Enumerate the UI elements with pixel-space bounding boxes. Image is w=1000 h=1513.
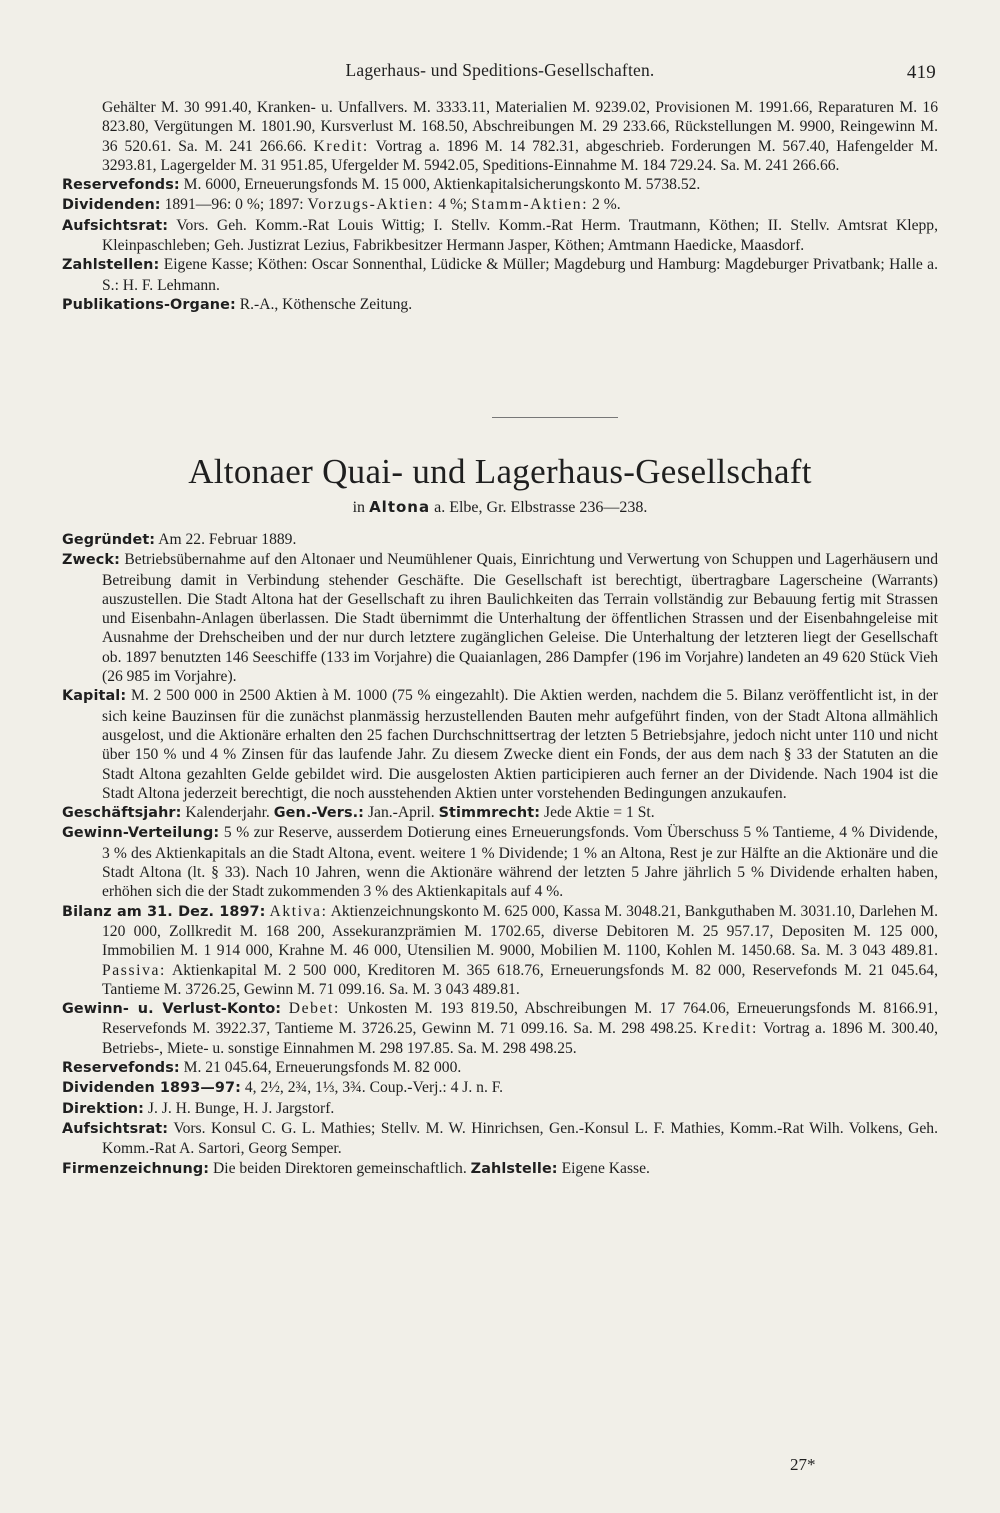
previous-company-block	[62, 98, 938, 315]
gewinnverteilung-paragraph: Gewinn-Verteilung: 5 % zur Reserve, ausserdem Dotierung eines Erneuerungsfonds. Vom Überschuss 5 % Tantieme, 4 % Dividende, 3 % des Aktienkapitals an die Stadt Altona, event. weitere 1 % Dividende; 1 % an Altona, Rest je zur Hälfte an die Aktionäre und die Stadt Altona (lt. § 33). Nach 10 Jahren, wenn die Aktionäre während der letzten 5 Jahre jährlich 5 % Dividende erhalten haben, erhöhen sich die der Stadt zukommenden 3 % des Aktienkapitals auf 4 %.	[62, 824, 939, 901]
bilanz-paragraph: Bilanz am 31. Dez. 1897: Aktiva: Aktienzeichnungskonto M. 625 000, Kassa M. 3048.21, Bankguthaben M. 3031.10, Darlehen M. 120 000, Zollkredit M. 168 200, Assekuranzprämien M. 1702.65, diverse Debitoren M. 25 957.17, Depositen M. 125 000, Immobilien M. 1 914 000, Krahne M. 46 000, Utensilien M. 9000, Mobilien M. 1100, Kohlen M. 1450.68. Sa. M. 3 043 489.81. Passiva: Aktienkapital M. 2 500 000, Kreditoren M. 365 618.76, Erneuerungsfonds M. 82 000, Reservefonds M. 21 045.64, Tantieme M. 3726.25, Gewinn M. 71 099.16. Sa. M. 3 043 489.81.	[62, 902, 938, 998]
publikation-paragraph: Publikations-Organe: R.-A., Köthensche Zeitung.	[62, 295, 413, 313]
geschaeftsjahr-paragraph: Geschäftsjahr: Kalenderjahr. Gen.-Vers.: Jan.-April. Stimmrecht: Jede Aktie = 1 St.	[62, 804, 655, 822]
company-details	[62, 530, 938, 1179]
running-title: Lagerhaus- und Speditions-Gesellschaften.	[345, 60, 655, 80]
company-city: Altona	[369, 498, 431, 516]
company-title: Altonaer Quai- und Lagerhaus-Gesellschaft	[188, 452, 812, 491]
gegruendet-paragraph: Gegründet: Am 22. Februar 1889.	[62, 531, 297, 548]
firmenzeichnung-paragraph: Firmenzeichnung: Die beiden Direktoren gemeinschaftlich. Zahlstelle: Eigene Kasse.	[62, 1159, 650, 1177]
gehaelter-paragraph: Gehälter M. 30 991.40, Kranken- u. Unfallvers. M. 3333.11, Materialien M. 9239.02, Provisionen M. 1991.66, Reparaturen M. 16 823.80, Vergütungen M. 1801.90, Kursverlust M. 168.50, Abschreibungen M. 29 233.66, Rückstellungen M. 9900, Reingewinn M. 36 520.61. Sa. M. 241 266.66. Kredit: Vortrag a. 1896 M. 14 782.31, abgeschrieb. Forderungen M. 567.40, Hafengelder M. 3293.81, Lagergelder M. 31 951.85, Ufergelder M. 5942.05, Speditions-Einnahme M. 184 729.24. Sa. M. 241 266.66.	[102, 99, 938, 174]
aufsichtsrat-paragraph-2: Aufsichtsrat: Vors. Konsul C. G. L. Mathies; Stellv. M. W. Hinrichsen, Gen.-Konsul L. F. Mathies, Komm.-Rat Wilh. Volkens, Geh. Komm.-Rat A. Sartori, Georg Semper.	[62, 1119, 938, 1158]
guv-paragraph: Gewinn- u. Verlust-Konto: Debet: Unkosten M. 193 819.50, Abschreibungen M. 17 764.06, Erneuerungsfonds M. 8166.91, Reservefonds M. 3922.37, Tantieme M. 3726.25, Gewinn M. 71 099.16. Sa. M. 298 498.25. Kredit: Vortrag a. 1896 M. 300.40, Betriebs-, Miete- u. sonstige Einnahmen M. 298 197.85. Sa. M. 298 498.25.	[62, 1000, 938, 1057]
reservefonds-paragraph-2: Reservefonds: M. 21 045.64, Erneuerungsfonds M. 82 000.	[62, 1059, 462, 1077]
signature-mark: 27*	[790, 1455, 816, 1474]
running-header	[62, 60, 938, 82]
dividenden-paragraph: Dividenden: 1891—96: 0 %; 1897: Vorzugs-Aktien: 4 %; Stamm-Aktien: 2 %.	[62, 196, 621, 214]
aufsichtsrat-paragraph: Aufsichtsrat: Vors. Geh. Komm.-Rat Louis Wittig; I. Stellv. Komm.-Rat Herm. Trautmann, Köthen; II. Stellv. Amtsrat Klepp, Kleinpaschleben; Geh. Justizrat Lezius, Fabrikbesitzer Hermann Jasper, Köthen; Amtmann Haedicke, Maasdorf.	[62, 216, 938, 255]
dividenden-paragraph-2: Dividenden 1893—97: 4, 2½, 2¾, 1⅓, 3¾. Coup.-Verj.: 4 J. n. F.	[62, 1079, 504, 1097]
company-address: in Altona a. Elbe, Gr. Elbstrasse 236—238.	[352, 498, 648, 516]
direktion-paragraph: Direktion: J. J. H. Bunge, H. J. Jargstorf.	[62, 1099, 335, 1117]
kapital-paragraph: Kapital: M. 2 500 000 in 2500 Aktien à M. 1000 (75 % eingezahlt). Die Aktien werden, nachdem die 5. Bilanz veröffentlicht ist, in der sich keine Bauzinsen für die zunächst planmässig herzustellenden Bauten mehr aufgeführt finden, von der Stadt Altona allmählich ausgelost, und die Aktionäre erhalten den 25 fachen Durchschnittsertrag der letzten 5 Betriebsjahre, jedoch nicht unter 110 und nicht über 150 % und 4 % Zinsen für das laufende Jahr. Zu diesem Zwecke dient ein Fonds, der aus dem nach § 33 der Statuten an die Stadt Altona gezahlten Gelde gebildet wird. Die ausgelosten Aktien participieren auch ferner an der Dividende. Nach 1904 ist die Stadt Altona jederzeit berechtigt, die noch ausstehenden Aktien unter vorstehenden Bedingungen anzukaufen.	[62, 687, 939, 802]
section-divider	[492, 417, 618, 418]
page-number: 419	[906, 62, 936, 83]
zweck-paragraph: Zweck: Betriebsübernahme auf den Altonaer und Neumühlener Quais, Einrichtung und Verwertung von Schuppen und Lagerhäusern und Betreibung damit in Verbindung stehender Geschäfte. Die Gesellschaft ist berechtigt, übertragbare Lagerscheine (Warrants) auszustellen. Die Stadt Altona hat der Gesellschaft zu ihren Baulichkeiten das Terrain vollständig zur Bebauung fertig mit Strassen und Eisenbahn-Anlagen überlassen. Die Stadt übernimmt die Unterhaltung der öffentlichen Strassen und der Eisenbahngeleise mit Ausnahme der Drehscheiben und der nur durch letztere zugänglichen Geleise. Die Unterhaltung der letzteren liegt der Gesellschaft ob. 1897 benutzten 146 Seeschiffe (133 im Vorjahre) die Quaianlagen, 286 Dampfer (196 im Vorjahre) landeten an 49 620 Stück Vieh (26 985 im Vorjahre).	[62, 551, 938, 686]
zahlstellen-paragraph: Zahlstellen: Eigene Kasse; Köthen: Oscar Sonnenthal, Lüdicke & Müller; Magdeburg und Hamburg: Magdeburger Privatbank; Halle a. S.: H. F. Lehmann.	[62, 256, 938, 294]
reservefonds-paragraph: Reservefonds: M. 6000, Erneuerungsfonds M. 15 000, Aktienkapitalsicherungskonto M. 5738.52.	[62, 176, 701, 194]
